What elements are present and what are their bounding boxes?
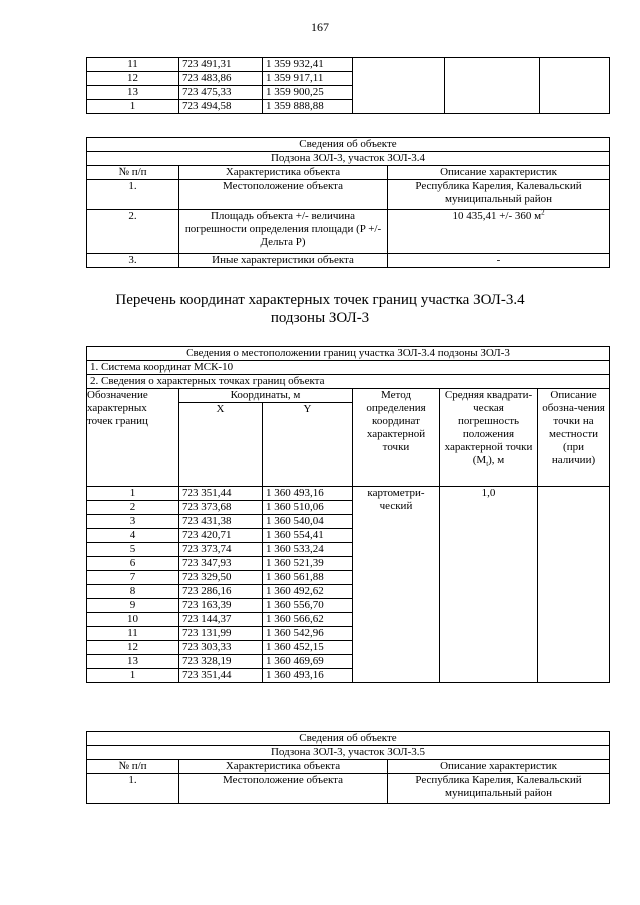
point-number: 2: [87, 501, 179, 515]
x-coordinate: 723 475,33: [179, 86, 263, 100]
header-error: [440, 389, 538, 487]
method-value: картометри-ческий: [353, 487, 440, 683]
y-coordinate: 1 360 469,69: [263, 655, 353, 669]
point-number: 5: [87, 543, 179, 557]
row-characteristic: Местоположение объекта: [179, 774, 388, 804]
point-number: 9: [87, 599, 179, 613]
header-number: № п/п: [87, 166, 179, 180]
y-coordinate: 1 360 452,15: [263, 641, 353, 655]
point-number: 4: [87, 529, 179, 543]
header-coordinates: Координаты, м: [179, 389, 353, 403]
description-cell: [540, 58, 610, 114]
object-info-subtitle: Подзона ЗОЛ-3, участок ЗОЛ-3.5: [87, 746, 610, 760]
y-coordinate: 1 360 510,06: [263, 501, 353, 515]
y-coordinate: 1 360 566,62: [263, 613, 353, 627]
point-number: 8: [87, 585, 179, 599]
header-description: Описание характеристик: [388, 166, 610, 180]
y-coordinate: 1 360 556,70: [263, 599, 353, 613]
y-coordinate: 1 360 533,24: [263, 543, 353, 557]
x-coordinate: 723 131,99: [179, 627, 263, 641]
coordinates-table: [86, 346, 610, 683]
x-coordinate: 723 431,38: [179, 515, 263, 529]
point-number: 11: [87, 627, 179, 641]
x-coordinate: 723 420,71: [179, 529, 263, 543]
object-info-subtitle: Подзона ЗОЛ-3, участок ЗОЛ-3.4: [87, 152, 610, 166]
object-info-table-3-5: [86, 731, 610, 804]
point-number: 7: [87, 571, 179, 585]
x-coordinate: 723 373,68: [179, 501, 263, 515]
row-characteristic: Площадь объекта +/- величина погрешности определения площади (P +/- Дельта P): [179, 210, 388, 254]
row-characteristic: Местоположение объекта: [179, 180, 388, 210]
object-info-title: Сведения об объекте: [87, 138, 610, 152]
point-number: 3: [87, 515, 179, 529]
header-description: Описание характеристик: [388, 760, 610, 774]
coordinates-heading-line2: подзоны ЗОЛ-3: [270, 310, 370, 326]
header-error-end: ), м: [488, 454, 505, 466]
x-coordinate: 723 373,74: [179, 543, 263, 557]
row-description: -: [388, 254, 610, 268]
y-coordinate: 1 360 542,96: [263, 627, 353, 641]
header-y: Y: [263, 403, 353, 487]
row-characteristic: Иные характеристики объекта: [179, 254, 388, 268]
object-info-title: Сведения об объекте: [87, 732, 610, 746]
y-coordinate: 1 360 554,41: [263, 529, 353, 543]
point-number: 1: [87, 669, 179, 683]
x-coordinate: 723 328,19: [179, 655, 263, 669]
table-row: [87, 58, 610, 72]
x-coordinate: 723 347,93: [179, 557, 263, 571]
point-number: 12: [87, 72, 179, 86]
x-coordinate: 723 329,50: [179, 571, 263, 585]
header-method: Метод определения координат характерной точки: [353, 389, 440, 487]
method-cell: [353, 58, 445, 114]
row-description: Республика Карелия, Калевальский муниципальный район: [388, 180, 610, 210]
description-value: [538, 487, 610, 683]
header-number: № п/п: [87, 760, 179, 774]
y-coordinate: 1 359 917,11: [263, 72, 353, 86]
x-coordinate: 723 163,39: [179, 599, 263, 613]
point-number: 12: [87, 641, 179, 655]
header-designation: Обозначение характерных точек границ: [87, 389, 179, 487]
x-coordinate: 723 144,37: [179, 613, 263, 627]
row-description: Республика Карелия, Калевальский муниципальный район: [388, 774, 610, 804]
y-coordinate: 1 360 561,88: [263, 571, 353, 585]
x-coordinate: 723 303,33: [179, 641, 263, 655]
y-coordinate: 1 359 900,25: [263, 86, 353, 100]
error-cell: [445, 58, 540, 114]
header-error-text: Средняя квадрати-ческая погрешность положения характерной точки (M: [444, 389, 533, 466]
y-coordinate: 1 360 540,04: [263, 515, 353, 529]
row-number: 1.: [87, 774, 179, 804]
coordinates-title: Сведения о местоположении границ участка ЗОЛ-3.4 подзоны ЗОЛ-3: [87, 347, 610, 361]
x-coordinate: 723 491,31: [179, 58, 263, 72]
y-coordinate: 1 360 493,16: [263, 669, 353, 683]
point-number: 13: [87, 86, 179, 100]
y-coordinate: 1 359 888,88: [263, 100, 353, 114]
coordinates-heading-line1: Перечень координат характерных точек границ участка ЗОЛ-3.4: [115, 292, 525, 308]
header-error-sub: t: [486, 460, 489, 469]
point-number: 10: [87, 613, 179, 627]
row-number: 3.: [87, 254, 179, 268]
y-coordinate: 1 360 493,16: [263, 487, 353, 501]
x-coordinate: 723 351,44: [179, 669, 263, 683]
y-coordinate: 1 359 932,41: [263, 58, 353, 72]
y-coordinate: 1 360 492,62: [263, 585, 353, 599]
table-row: [87, 487, 610, 501]
page-number: 167: [311, 20, 329, 34]
point-number: 1: [87, 100, 179, 114]
header-x: X: [179, 403, 263, 487]
row-description: [388, 210, 610, 254]
point-number: 13: [87, 655, 179, 669]
point-number: 11: [87, 58, 179, 72]
y-coordinate: 1 360 521,39: [263, 557, 353, 571]
area-unit-superscript: 2: [541, 208, 545, 217]
x-coordinate: 723 351,44: [179, 487, 263, 501]
object-info-table-3-4: [86, 137, 610, 268]
row-number: 1.: [87, 180, 179, 210]
x-coordinate: 723 494,58: [179, 100, 263, 114]
header-characteristic: Характеристика объекта: [179, 166, 388, 180]
x-coordinate: 723 286,16: [179, 585, 263, 599]
point-number: 1: [87, 487, 179, 501]
area-value: 10 435,41 +/- 360 м: [452, 210, 542, 222]
previous-coordinates-table: [86, 57, 610, 114]
header-point-description: Описание обозна-чения точки на местности (при наличии): [538, 389, 610, 487]
coordinate-system: 1. Система координат МСК-10: [87, 361, 610, 375]
point-number: 6: [87, 557, 179, 571]
header-characteristic: Характеристика объекта: [179, 760, 388, 774]
row-number: 2.: [87, 210, 179, 254]
x-coordinate: 723 483,86: [179, 72, 263, 86]
points-title: 2. Сведения о характерных точках границ объекта: [87, 375, 610, 389]
error-value: 1,0: [440, 487, 538, 683]
